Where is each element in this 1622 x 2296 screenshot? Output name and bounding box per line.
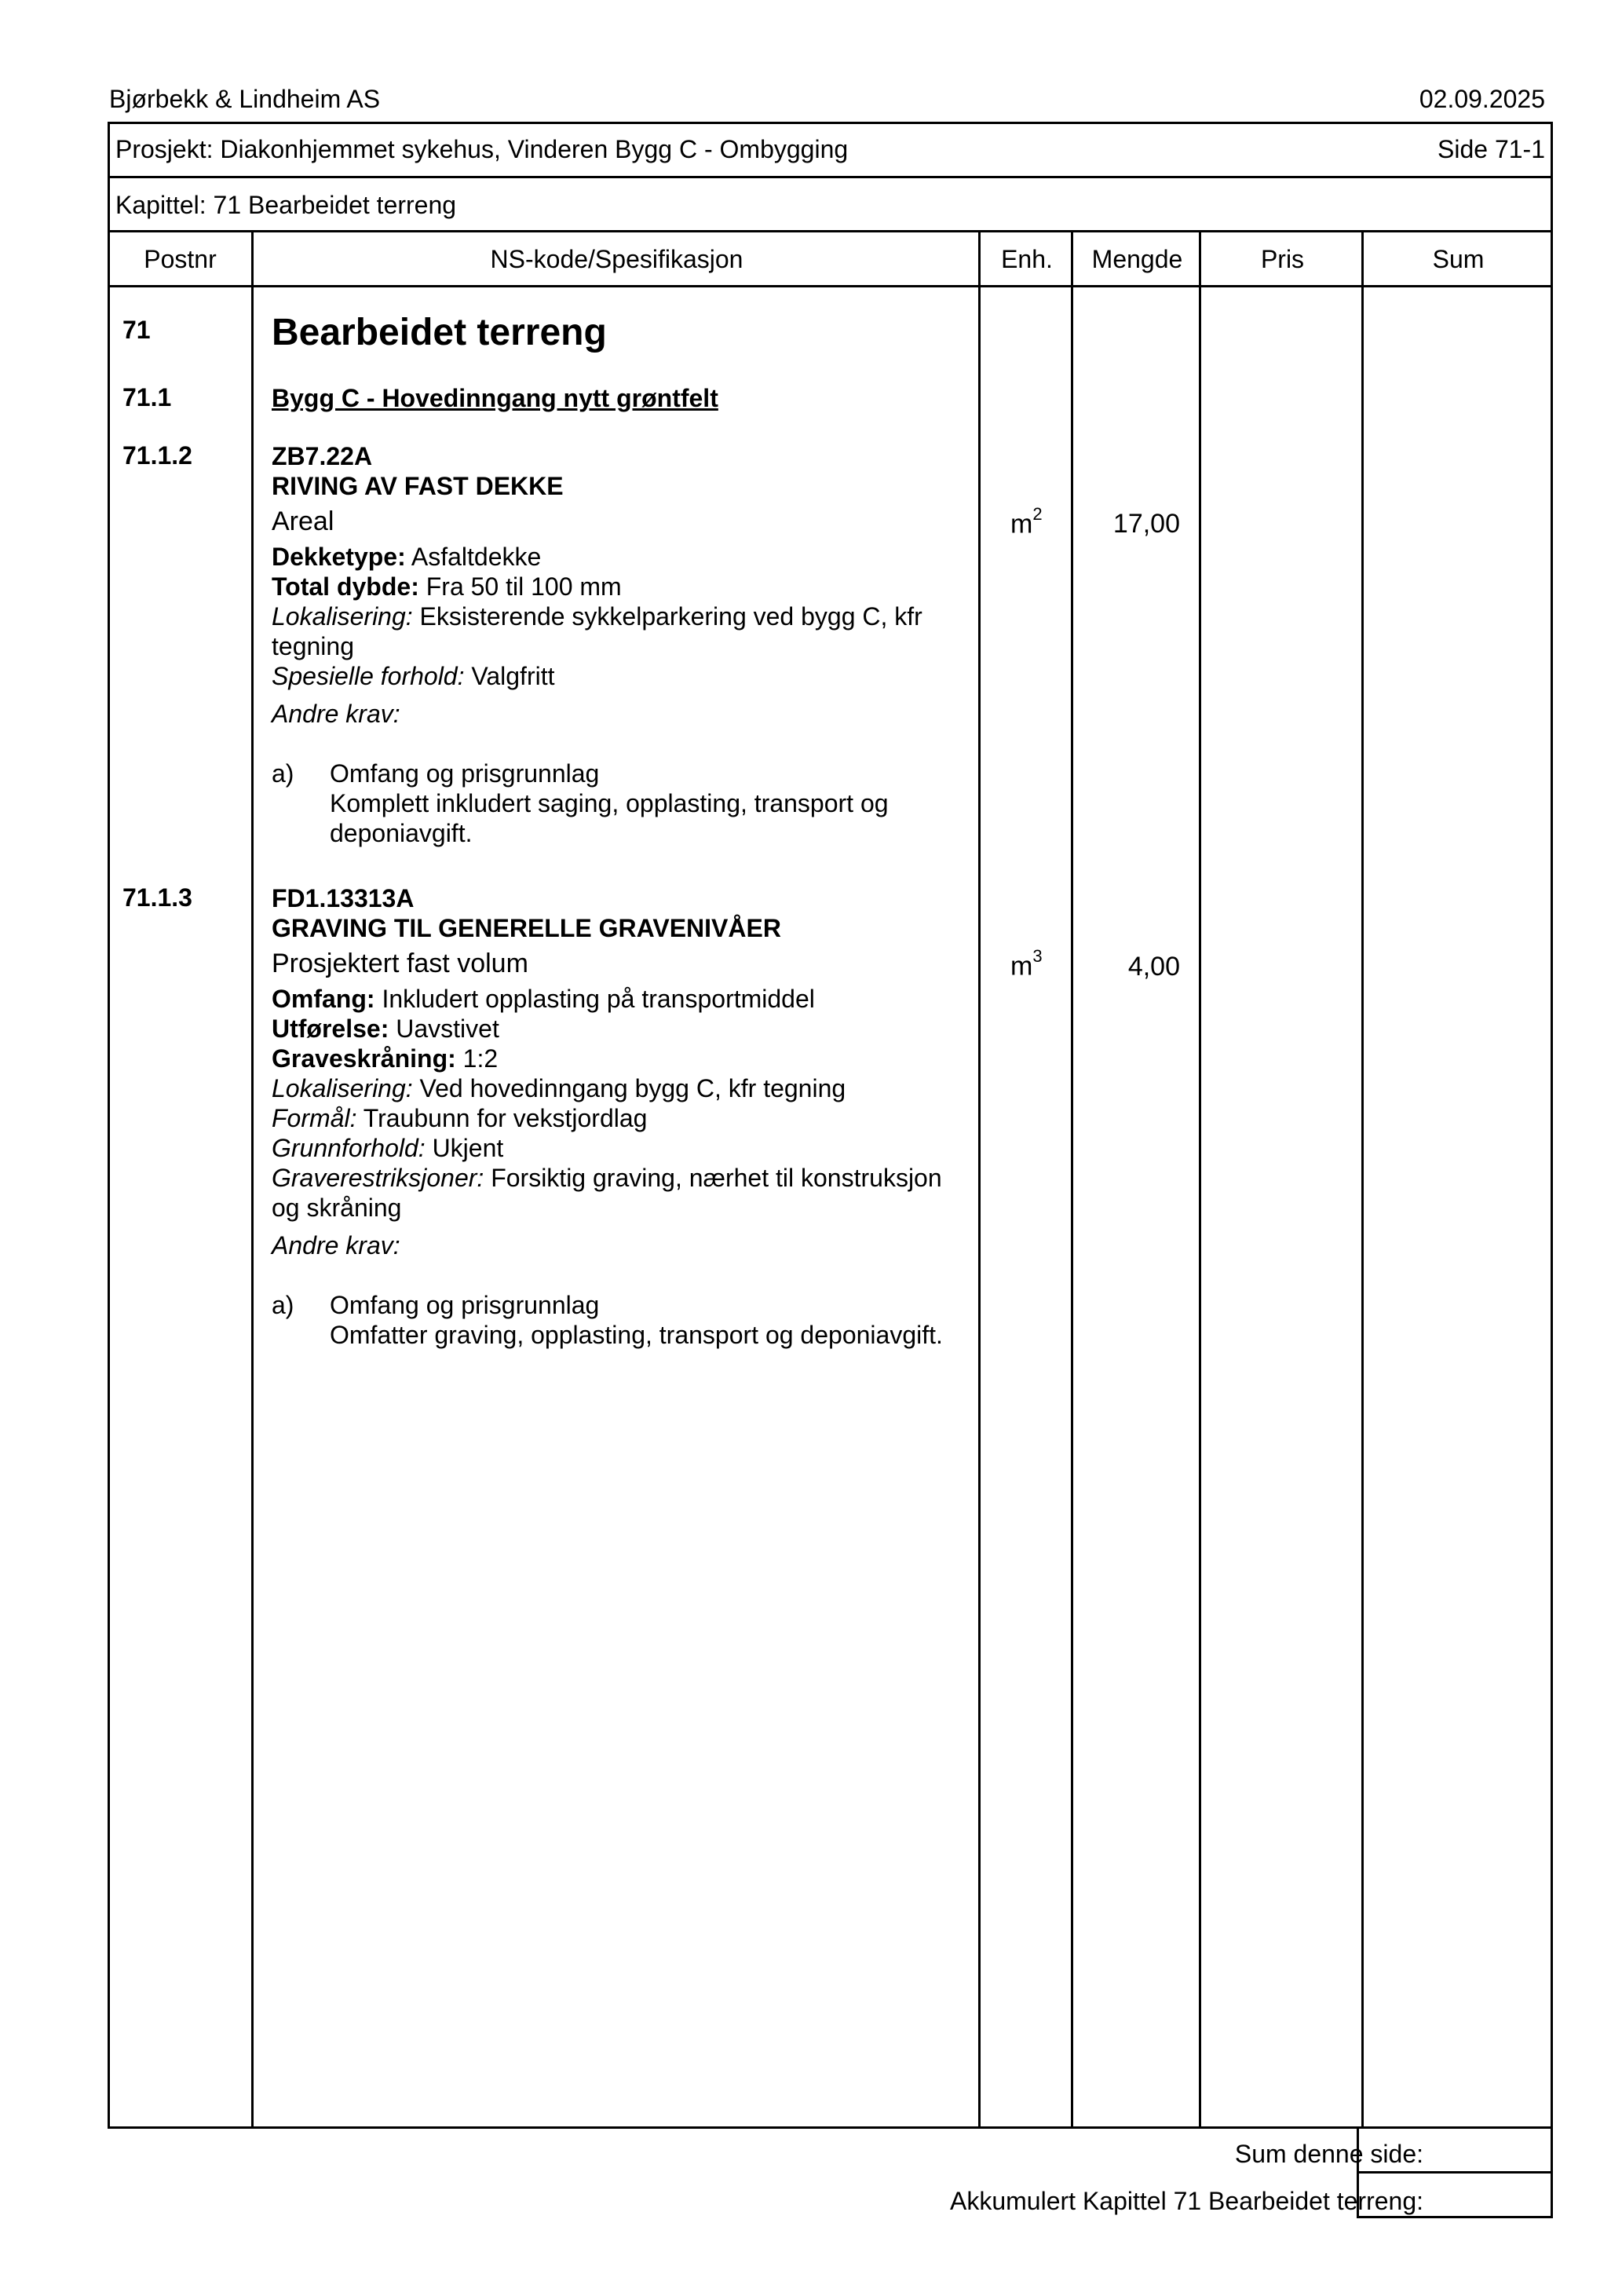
subclause-letter: a) [272,759,294,788]
item-property: Graverestriksjoner: Forsiktig graving, nærhet til konstruksjon og skråning [272,1164,942,1222]
item-title: GRAVING TIL GENERELLE GRAVENIVÅER [272,914,781,942]
item-code: ZB7.22A [272,442,373,470]
col-postnr: Postnr [144,245,217,273]
item-subclause [272,1290,963,1350]
chapter-label: Kapittel: 71 Bearbeidet terreng [115,191,457,219]
item-property: Graveskråning: 1:2 [272,1044,499,1073]
chapter-heading: Bearbeidet terreng [272,312,607,353]
item-measure: Areal [272,506,334,536]
divider-quantity [1199,230,1201,2129]
item-property: Utførelse: Uavstivet [272,1015,499,1043]
company-name: Bjørbekk & Lindheim AS [109,85,381,113]
page-sum-box [1357,2126,1553,2174]
accumulated-sum-label: Akkumulert Kapittel 71 Bearbeidet terreng: [950,2187,1423,2215]
item-number: 71.1.3 [122,883,192,912]
document-date: 02.09.2025 [1419,85,1545,113]
divider-unit [1071,230,1073,2129]
item-property: Omfang: Inkludert opplasting på transportmiddel [272,985,815,1013]
item-property: Total dybde: Fra 50 til 100 mm [272,572,622,601]
project-title: Prosjekt: Diakonhjemmet sykehus, Vinderen Bygg C - Ombygging [115,135,849,163]
item-quantity: 4,00 [1127,952,1180,982]
column-header-row [108,230,1553,287]
item-property: Spesielle forhold: Valgfritt [272,662,555,690]
item-property: Formål: Traubunn for vekstjordlag [272,1104,648,1132]
divider-spec [978,230,981,2129]
item-other-requirements: Andre krav: [272,700,400,728]
chapter-number: 71 [122,316,151,344]
page-sum-label: Sum denne side: [1234,2140,1423,2168]
item-spec [272,441,963,848]
col-quantity: Mengde [1091,245,1183,273]
accumulated-sum-box [1357,2171,1553,2218]
subclause-title: Omfang og prisgrunnlag [330,759,600,788]
col-sum: Sum [1432,245,1485,273]
chapter-row [108,176,1553,232]
item-property: Dekketype: Asfaltdekke [272,543,542,571]
item-quantity: 17,00 [1112,509,1180,539]
item-spec [272,883,963,1350]
item-code: FD1.13313A [272,884,415,912]
item-subclause [272,759,963,848]
divider-postnr [251,230,254,2129]
item-measure: Prosjektert fast volum [272,949,528,978]
page-number: Side 71-1 [1438,135,1545,163]
subclause-text: Komplett inkludert saging, opplasting, transport og deponiavgift. [330,789,889,847]
project-row [108,122,1553,178]
item-property: Lokalisering: Eksisterende sykkelparkering ved bygg C, kfr tegning [272,602,922,660]
item-unit: $m^3$ [1010,946,1043,982]
item-number: 71.1.2 [122,441,192,470]
subclause-title: Omfang og prisgrunnlag [330,1291,600,1319]
item-other-requirements: Andre krav: [272,1231,400,1260]
item-property: Grunnforhold: Ukjent [272,1134,504,1162]
section-heading: Bygg C - Hovedinngang nytt grøntfelt [272,384,718,412]
col-spec: NS-kode/Spesifikasjon [490,245,743,273]
item-property: Lokalisering: Ved hovedinngang bygg C, kfr tegning [272,1074,846,1102]
section-number: 71.1 [122,383,172,411]
col-price: Pris [1260,245,1305,273]
item-title: RIVING AV FAST DEKKE [272,472,564,500]
subclause-text: Omfatter graving, opplasting, transport og deponiavgift. [330,1321,943,1349]
item-unit: $m^2$ [1010,504,1043,539]
subclause-letter: a) [272,1291,294,1319]
divider-price [1361,230,1364,2129]
col-unit: Enh. [1001,245,1053,273]
